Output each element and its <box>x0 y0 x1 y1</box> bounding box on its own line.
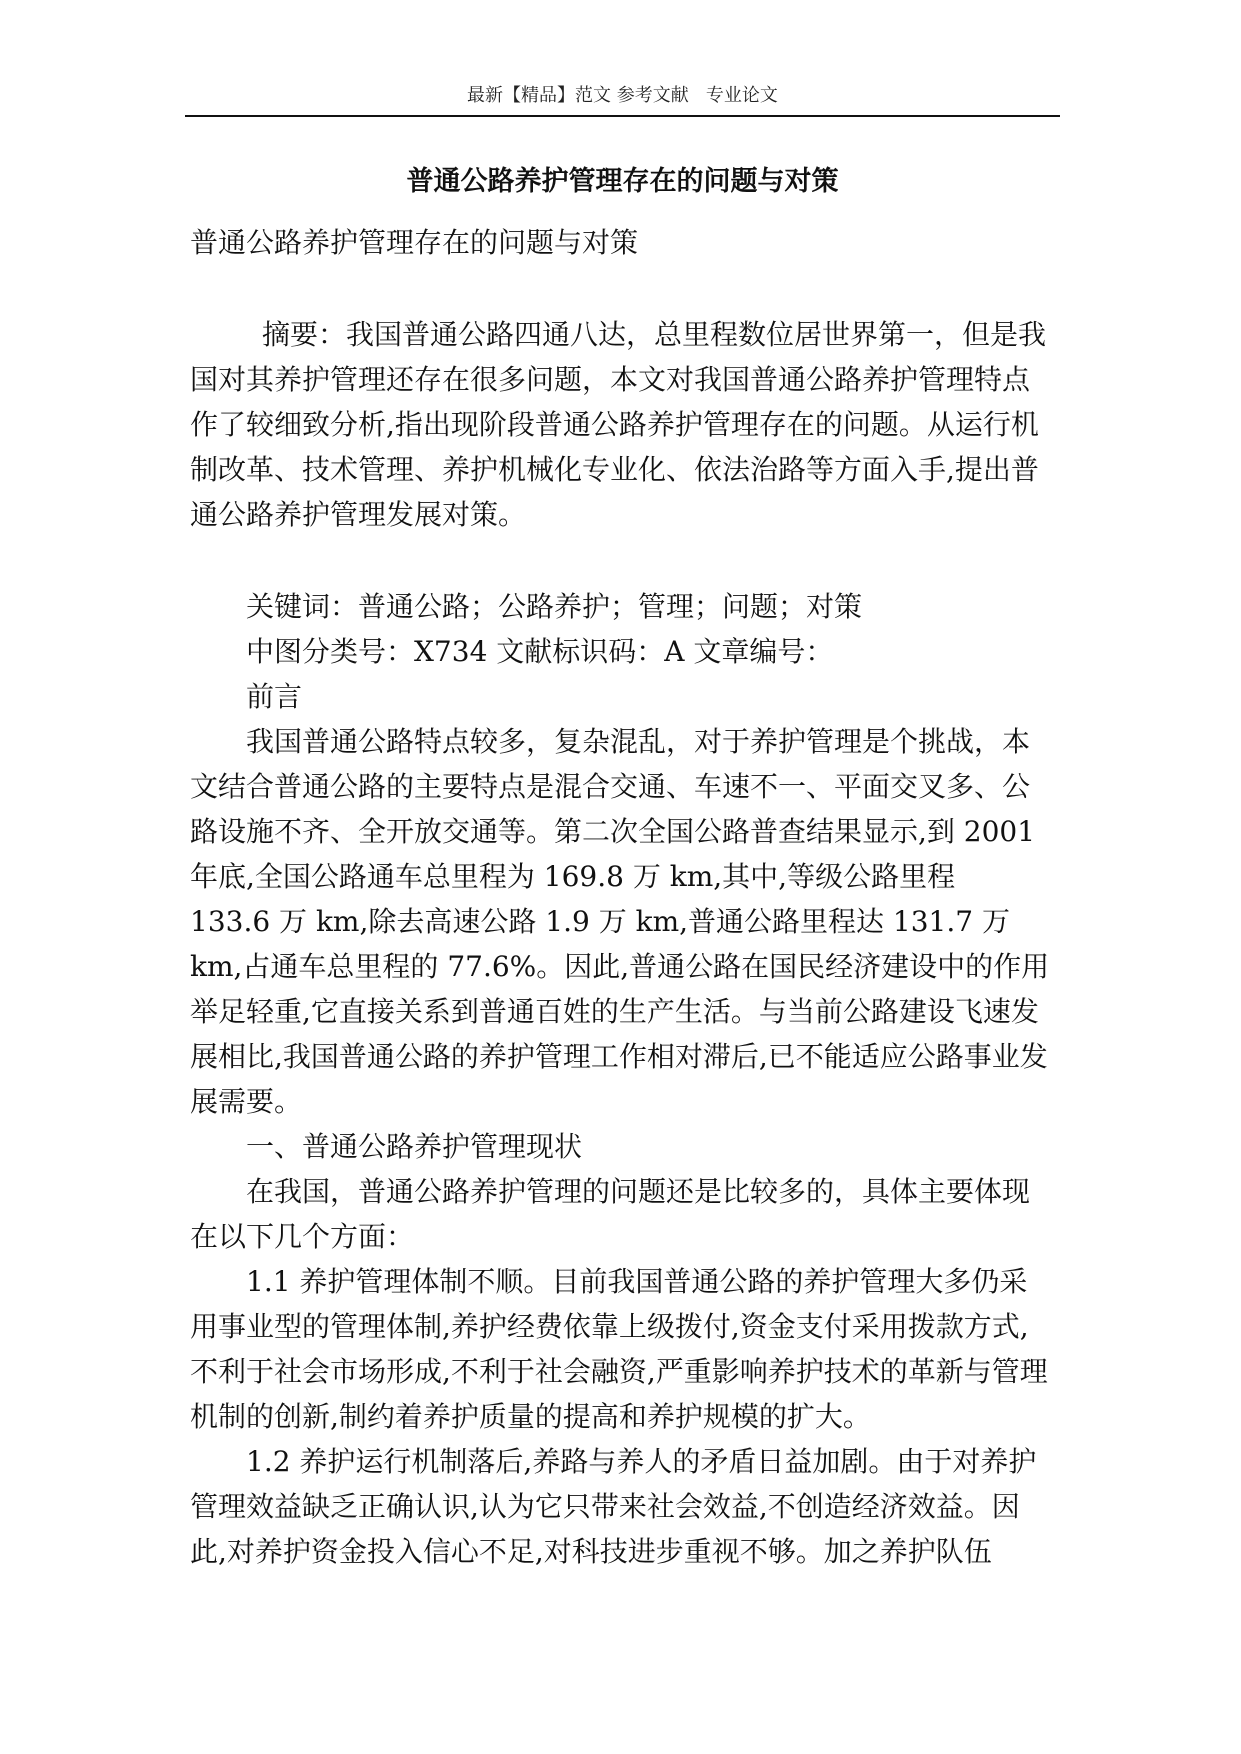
section-1-heading: 一、普通公路养护管理现状 <box>246 1130 583 1163</box>
document-title: 普通公路养护管理存在的问题与对策 <box>406 166 839 197</box>
keywords-line: 关键词：普通公路；公路养护；管理；问题；对策 <box>246 590 863 623</box>
classification-line: 中图分类号：X734 文献标识码：A 文章编号： <box>246 635 834 668</box>
item-1-2: 1.2 养护运行机制落后,养路与养人的矛盾日益加剧。由于对养护管理效益缺乏正确认识,认为它只带来社会效益,不创造经济效益。因此,对养护资金投入信心不足,对科技进步重视不够。加之养护队伍 <box>190 1445 1037 1568</box>
preface-block-1 <box>190 719 1052 899</box>
preface-paragraph-2: 133.6 万 km,除去高速公路 1.9 万 km,普通公路里程达 131.7 万 km,占通车总里程的 77.6%。因此,普通公路在国民经济建设中的作用举足轻重,它直接关系到普通百姓的生产生活。与当前公路建设飞速发展相比,我国普通公路的养护管理工作相对滞后,已不能适应公路事业发展需要。 <box>190 905 1050 1118</box>
abstract-paragraph: 摘要：我国普通公路四通八达，总里程数位居世界第一，但是我国对其养护管理还存在很多问题，本文对我国普通公路养护管理特点作了较细致分析,指出现阶段普通公路养护管理存在的问题。从运行机制改革、技术管理、养护机械化专业化、依法治路等方面入手,提出普通公路养护管理发展对策。 <box>190 318 1047 531</box>
preface-heading: 前言 <box>246 680 303 713</box>
page-header: 最新【精品】范文 参考文献 专业论文 <box>467 85 778 106</box>
section-1-intro: 在我国，普通公路养护管理的问题还是比较多的，具体主要体现在以下几个方面： <box>190 1175 1031 1253</box>
preface-block-2 <box>190 899 1052 1124</box>
metadata-block <box>190 584 1052 719</box>
abstract-block <box>190 312 1052 537</box>
header-rule <box>185 115 1060 117</box>
document-subtitle: 普通公路养护管理存在的问题与对策 <box>190 226 639 259</box>
item-1-1: 1.1 养护管理体制不顺。目前我国普通公路的养护管理大多仍采用事业型的管理体制,养护经费依靠上级拨付,资金支付采用拨款方式,不利于社会市场形成,不利于社会融资,严重影响养护技术的革新与管理机制的创新,制约着养护质量的提高和养护规模的扩大。 <box>190 1265 1048 1433</box>
preface-paragraph-1: 我国普通公路特点较多，复杂混乱，对于养护管理是个挑战，本文结合普通公路的主要特点是混合交通、车速不一、平面交叉多、公路设施不齐、全开放交通等。第二次全国公路普查结果显示,到 2001 年底,全国公路通车总里程为 169.8 万 km,其中,等级公路里程 <box>190 725 1036 893</box>
section-1-block <box>190 1124 1052 1574</box>
